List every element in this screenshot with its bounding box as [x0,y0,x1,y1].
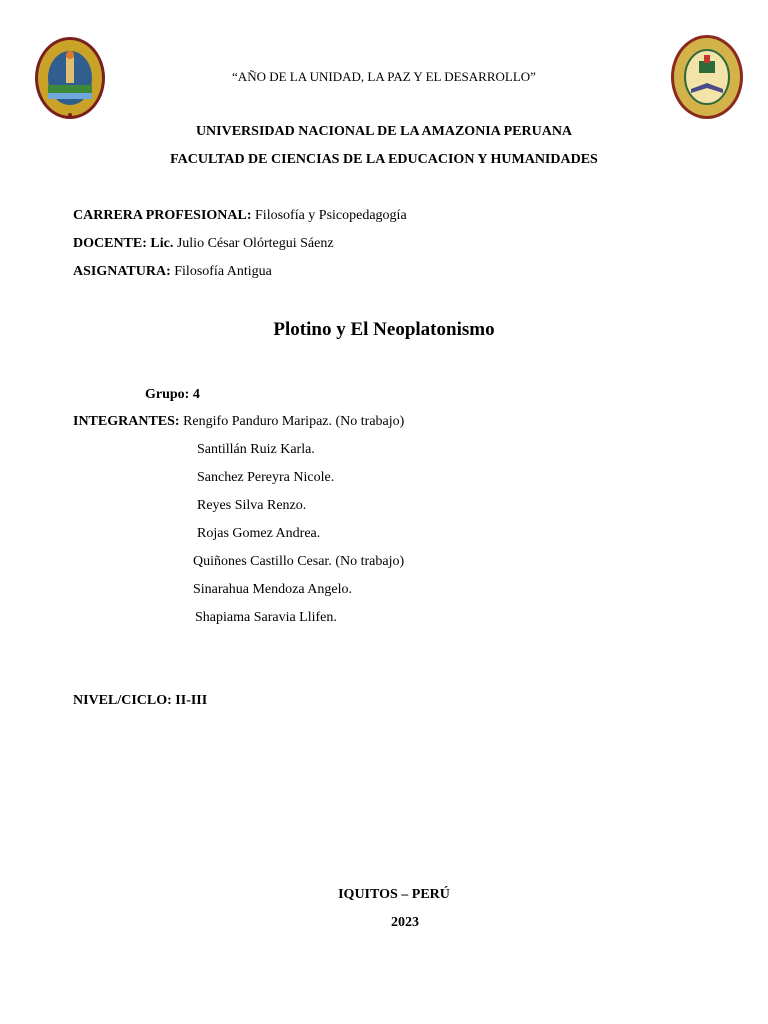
year: 2023 [391,915,419,930]
members-label: INTEGRANTES: [73,414,180,429]
career-label: CARRERA PROFESIONAL: [73,208,252,223]
level-line: NIVEL/CICLO: II-III [73,693,208,708]
university-name: UNIVERSIDAD NACIONAL DE LA AMAZONIA PERUANA [195,124,573,139]
teacher-label: DOCENTE: Lic. [73,236,174,251]
document-title: Plotino y El Neoplatonismo [273,319,495,340]
member-name: Quiñones Castillo Cesar. (No trabajo) [193,554,405,569]
teacher-line [73,236,334,252]
member-name: Rengifo Panduro Maripaz. (No trabajo) [183,414,405,429]
member-name: Rojas Gomez Andrea. [197,526,321,541]
faculty-name: FACULTAD DE CIENCIAS DE LA EDUCACION Y HUMANIDADES [170,152,598,167]
career-line [73,208,407,224]
members-line [73,414,404,430]
subject-line [73,264,272,280]
member-name: Santillán Ruiz Karla. [197,442,315,457]
motto: “AÑO DE LA UNIDAD, LA PAZ Y EL DESARROLLO” [232,69,536,84]
member-name: Shapiama Saravia Llifen. [195,610,337,625]
city-country: IQUITOS – PERÚ [338,887,450,902]
subject-label: ASIGNATURA: [73,264,171,279]
career-value: Filosofía y Psicopedagogía [251,208,407,223]
teacher-value: Julio César Olórtegui Sáenz [173,236,334,251]
member-name: Reyes Silva Renzo. [197,498,307,513]
subject-value: Filosofía Antigua [170,264,272,279]
member-name: Sinarahua Mendoza Angelo. [193,582,353,597]
member-name: Sanchez Pereyra Nicole. [197,470,335,485]
group-label: Grupo: 4 [145,387,200,402]
